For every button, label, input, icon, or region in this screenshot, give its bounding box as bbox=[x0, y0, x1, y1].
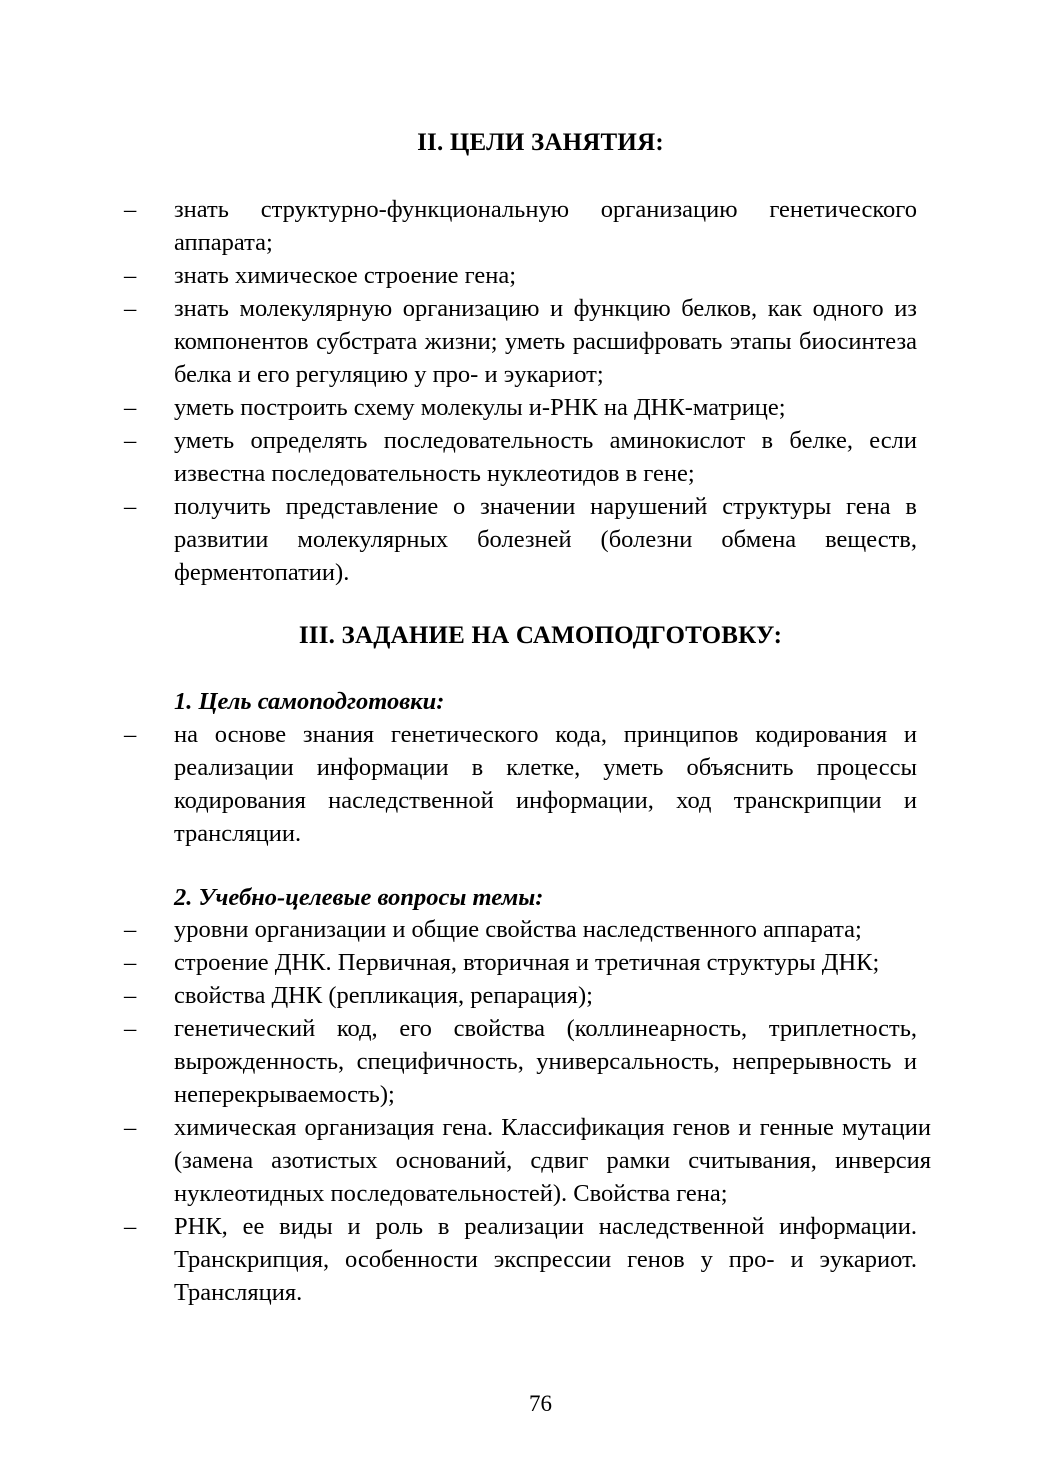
list-item bbox=[0, 424, 917, 490]
bullet-dash: – bbox=[124, 1114, 137, 1141]
list-item-text: уметь определять последовательность аминокислот в белке, если известна последовательность нуклеотидов в гене; bbox=[174, 427, 917, 487]
list-item bbox=[0, 193, 917, 259]
bullet-dash: – bbox=[124, 949, 137, 976]
self-study-goal-list bbox=[0, 718, 1041, 850]
bullet-dash: – bbox=[124, 295, 137, 322]
list-item-text: знать молекулярную организацию и функцию белков, как одного из компонентов субстрата жизни; уметь расшифровать этапы биосинтеза белка и его регуляцию у про- и эукариот; bbox=[174, 295, 917, 388]
list-item-text: свойства ДНК (репликация, репарация); bbox=[174, 982, 593, 1009]
list-item bbox=[0, 979, 931, 1012]
list-item-text: уметь построить схему молекулы и-РНК на ДНК-матрице; bbox=[174, 394, 786, 421]
self-study-goal-subheading: 1. Цель самоподготовки: bbox=[174, 688, 445, 715]
bullet-dash: – bbox=[124, 982, 137, 1009]
section-3-heading: III. ЗАДАНИЕ НА САМОПОДГОТОВКУ: bbox=[298, 622, 783, 649]
list-item-text: генетический код, его свойства (коллинеарность, триплетность, вырожденность, специфичность, универсальность, непрерывность и неперекрываемость); bbox=[174, 1015, 917, 1108]
list-item-text: знать структурно-функциональную организацию генетического аппарата; bbox=[174, 196, 917, 256]
goals-list bbox=[0, 193, 1041, 589]
bullet-dash: – bbox=[124, 493, 137, 520]
list-item bbox=[0, 391, 917, 424]
study-questions-subheading: 2. Учебно-целевые вопросы темы: bbox=[174, 884, 544, 911]
list-item bbox=[0, 946, 917, 979]
bullet-dash: – bbox=[124, 394, 137, 421]
list-item-text: строение ДНК. Первичная, вторичная и третичная структуры ДНК; bbox=[174, 949, 880, 976]
list-item-text: РНК, ее виды и роль в реализации наследственной информации. Транскрипция, особенности экспрессии генов у про- и эукариот. Трансляция. bbox=[174, 1213, 917, 1306]
list-item bbox=[0, 1111, 931, 1210]
list-item bbox=[0, 1210, 917, 1309]
list-item-text: химическая организация гена. Классификация генов и генные мутации (замена азотистых оснований, сдвиг рамки считывания, инверсия нуклеотидных последовательностей). Свойства гена; bbox=[174, 1114, 931, 1207]
bullet-dash: – bbox=[124, 196, 137, 223]
list-item bbox=[0, 259, 917, 292]
page-number: 76 bbox=[529, 1391, 552, 1416]
list-item bbox=[0, 490, 917, 589]
bullet-dash: – bbox=[124, 262, 137, 289]
list-item bbox=[0, 292, 917, 391]
bullet-dash: – bbox=[124, 721, 137, 748]
bullet-dash: – bbox=[124, 427, 137, 454]
list-item-text: знать химическое строение гена; bbox=[174, 262, 517, 289]
study-questions-list bbox=[0, 913, 1041, 1309]
list-item bbox=[0, 913, 931, 946]
list-item bbox=[0, 1012, 917, 1111]
bullet-dash: – bbox=[124, 916, 137, 943]
list-item-text: получить представление о значении нарушений структуры гена в развитии молекулярных болезней (болезни обмена веществ, ферментопатии). bbox=[174, 493, 917, 586]
list-item-text: на основе знания генетического кода, принципов кодирования и реализации информации в клетке, уметь объяснить процессы кодирования наследственной информации, ход транскрипции и трансляции. bbox=[174, 721, 917, 847]
bullet-dash: – bbox=[124, 1015, 137, 1042]
bullet-dash: – bbox=[124, 1213, 137, 1240]
section-2-heading: II. ЦЕЛИ ЗАНЯТИЯ: bbox=[417, 129, 664, 156]
list-item bbox=[0, 718, 917, 850]
list-item-text: уровни организации и общие свойства наследственного аппарата; bbox=[174, 916, 862, 943]
